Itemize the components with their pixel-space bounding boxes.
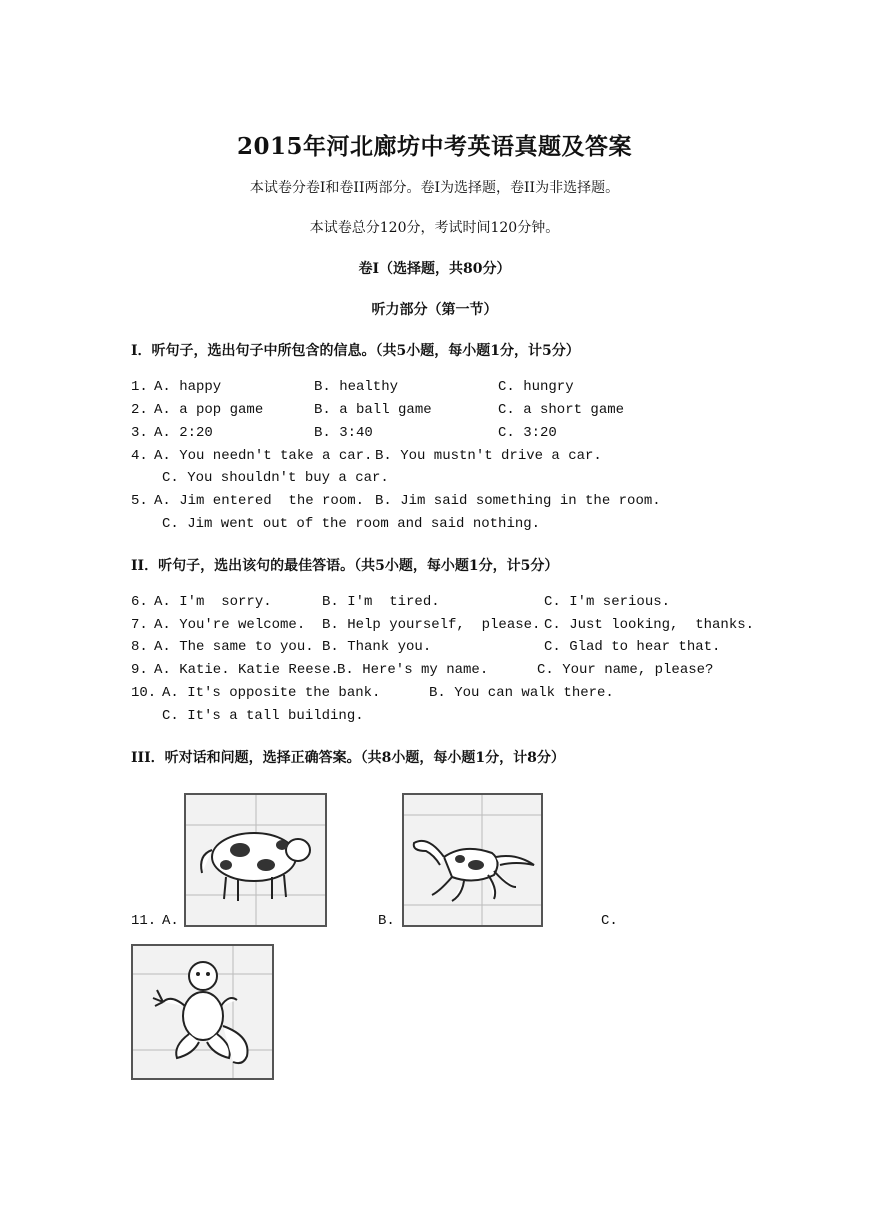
- option-c: C. a short game: [498, 402, 625, 418]
- question-number: 9.: [131, 662, 148, 678]
- question-number: 10.: [131, 685, 157, 701]
- option-b-label: B.: [378, 913, 395, 929]
- question-number: 8.: [131, 639, 148, 655]
- question-number: 6.: [131, 594, 148, 610]
- section-1-heading: I．听句子，选出句子中所包含的信息。（共5小题，每小题1分，计5分）: [131, 343, 580, 359]
- option-a-label: A.: [162, 913, 179, 929]
- option-b: B. a ball game: [314, 402, 432, 418]
- question-number: 11.: [131, 913, 157, 929]
- option-c: C. hungry: [498, 379, 574, 395]
- section-3-heading: III．听对话和问题，选择正确答案。（共8小题，每小题1分，计8分）: [131, 750, 565, 766]
- option-a: A. You needn't take a car.: [154, 448, 373, 464]
- monkey-image: [131, 944, 274, 1080]
- question-number: 2.: [131, 402, 148, 418]
- option-b: B. Thank you.: [322, 639, 432, 655]
- option-a: A. Jim entered the room.: [154, 493, 365, 509]
- option-b: B. Help yourself, please.: [322, 617, 541, 633]
- option-b: B. healthy: [314, 379, 399, 395]
- option-c: C. I'm serious.: [544, 594, 671, 610]
- cow-image: [184, 793, 327, 927]
- intro-line-1: 本试卷分卷I和卷II两部分。卷I为选择题，卷II为非选择题。: [249, 180, 620, 196]
- option-c: C. It's a tall building.: [162, 708, 364, 724]
- option-a: A. happy: [154, 379, 222, 395]
- listening-heading: 听力部分（第一节）: [371, 302, 498, 318]
- option-c: C. Your name, please?: [537, 662, 714, 678]
- horse-image: [402, 793, 543, 927]
- option-a: A. You're welcome.: [154, 617, 306, 633]
- option-a: A. 2:20: [154, 425, 213, 441]
- option-c-label: C.: [601, 913, 618, 929]
- option-c: C. You shouldn't buy a car.: [162, 470, 389, 486]
- option-c: C. Just looking, thanks.: [544, 617, 755, 633]
- option-c: C. 3:20: [498, 425, 557, 441]
- question-number: 3.: [131, 425, 148, 441]
- option-b: B. You can walk there.: [429, 685, 614, 701]
- option-a: A. a pop game: [154, 402, 264, 418]
- option-a: A. The same to you.: [154, 639, 314, 655]
- part-one-heading: 卷I（选择题，共80分）: [358, 261, 511, 277]
- question-number: 7.: [131, 617, 148, 633]
- question-number: 5.: [131, 493, 148, 509]
- page-title: 2015年河北廊坊中考英语真题及答案: [236, 133, 632, 160]
- option-b: B. Here's my name.: [337, 662, 489, 678]
- option-b: B. You mustn't drive a car.: [375, 448, 602, 464]
- option-b: B. Jim said something in the room.: [375, 493, 661, 509]
- option-b: B. 3:40: [314, 425, 373, 441]
- option-b: B. I'm tired.: [322, 594, 440, 610]
- option-c: C. Glad to hear that.: [544, 639, 721, 655]
- option-a: A. I'm sorry.: [154, 594, 272, 610]
- option-c: C. Jim went out of the room and said nothing.: [162, 516, 541, 532]
- intro-line-2: 本试卷总分120分，考试时间120分钟。: [309, 220, 560, 236]
- question-number: 1.: [131, 379, 148, 395]
- question-number: 4.: [131, 448, 148, 464]
- section-2-heading: II．听句子，选出该句的最佳答语。（共5小题，每小题1分，计5分）: [131, 558, 559, 574]
- option-a: A. Katie. Katie Reese.: [154, 662, 339, 678]
- option-a: A. It's opposite the bank.: [162, 685, 381, 701]
